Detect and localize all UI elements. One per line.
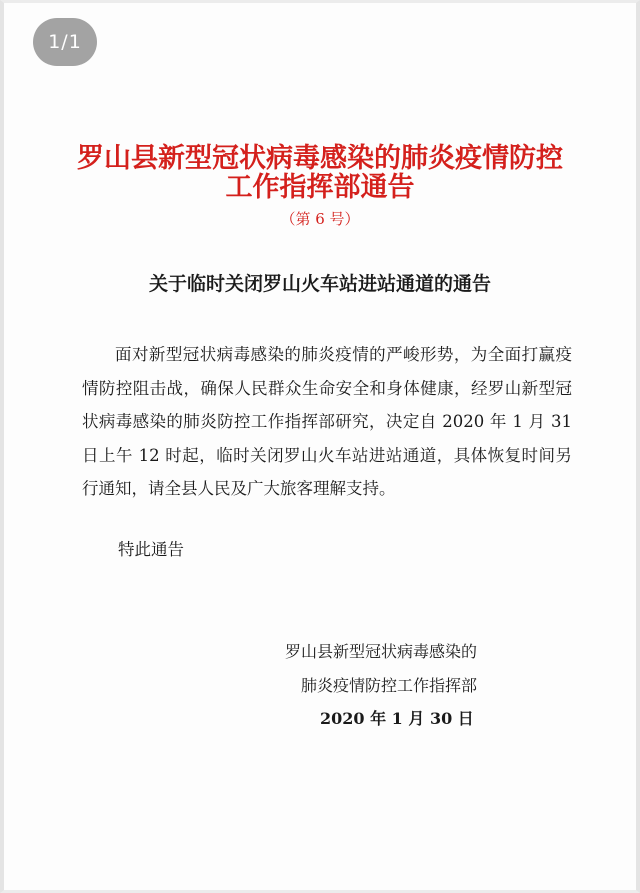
notice-date: 2020 年 1 月 30 日	[320, 709, 474, 728]
signature-line1: 罗山县新型冠状病毒感染的	[285, 642, 478, 661]
closing-text: 特此通告	[118, 540, 184, 559]
notice-title-line2: 工作指挥部通告	[225, 172, 415, 203]
signature-line2: 肺炎疫情防控工作指挥部	[301, 676, 478, 695]
document-number: （第 6 号）	[280, 210, 360, 228]
notice-body: 面对新型冠状病毒感染的肺炎疫情的严峻形势，为全面打赢疫情防控阻击战，确保人民群众生命安全和身体健康，经罗山新型冠状病毒感染的肺炎防控工作指挥部研究，决定自 2020 年 1 月 31 日上午 12 时起，临时关闭罗山火车站进站通道，具体恢复时间另行通知，请全县人民及广大旅客理解支持。	[82, 345, 572, 498]
notice-title-line1: 罗山县新型冠状病毒感染的肺炎疫情防控	[77, 143, 563, 174]
notice-subtitle: 关于临时关闭罗山火车站进站通道的通告	[148, 273, 491, 295]
page-indicator[interactable]: 1/1	[33, 18, 97, 66]
